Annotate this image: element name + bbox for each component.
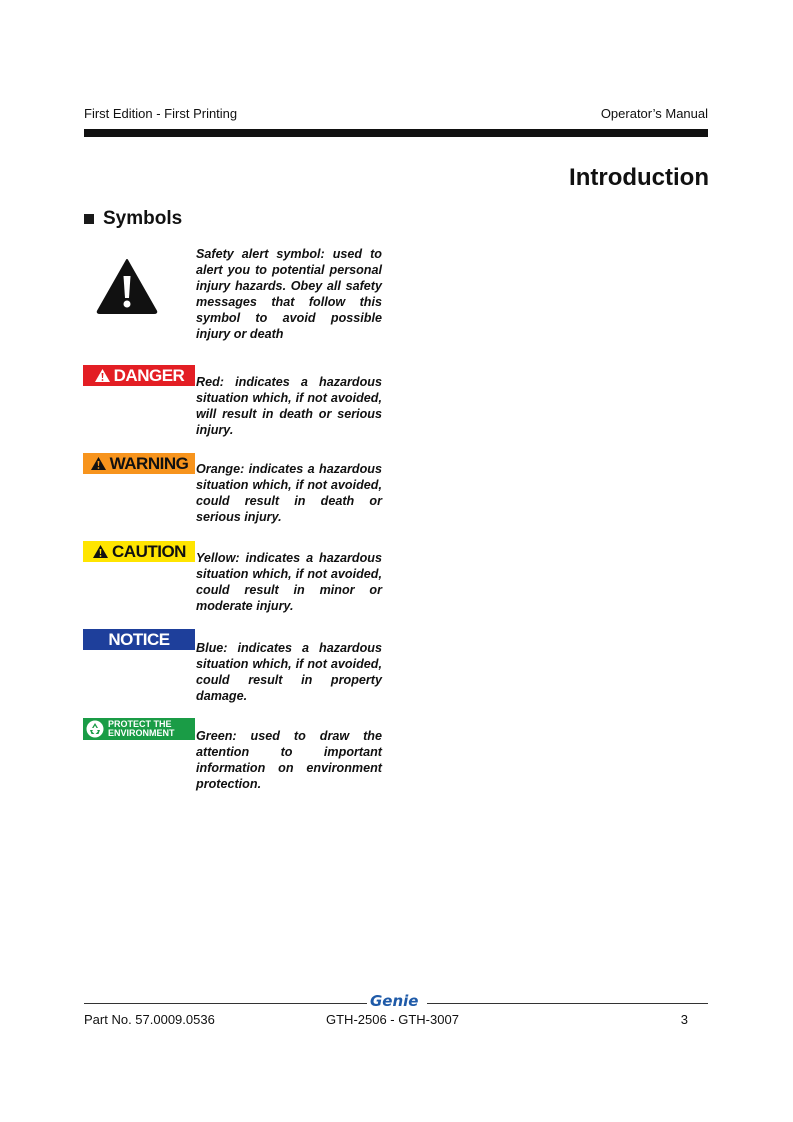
environment-signal-word (83, 718, 195, 740)
genie-logo (370, 992, 426, 1012)
section-heading (84, 208, 182, 230)
caution-description: Yellow: indicates a hazardous situation which, if not avoided, could result in minor or moderate injury. (196, 551, 382, 613)
footer-rule-right (427, 1003, 708, 1004)
recycle-icon (86, 720, 104, 738)
safety-alert-description: Safety alert symbol: used to alert you to potential personal injury hazards. Obey all safety messages that follow this symbol to avoid possible injury or death (196, 247, 382, 341)
genie-logo-text: Genie (370, 992, 419, 1010)
warning-signal-word (83, 453, 195, 474)
notice-signal-word (83, 629, 195, 650)
caution-label: CAUTION (112, 541, 186, 561)
page-title: Introduction (569, 164, 709, 191)
section-title: Symbols (103, 208, 183, 229)
footer-page-number: 3 (680, 1012, 688, 1027)
caution-signal-word (83, 541, 195, 562)
footer-part-number: Part No. 57.0009.0536 (84, 1012, 215, 1027)
warning-triangle-icon (90, 456, 107, 471)
environment-label-line2: ENVIRONMENT (108, 728, 175, 738)
environment-label (108, 720, 175, 738)
warning-triangle-icon (92, 544, 109, 559)
header-edition: First Edition - First Printing (84, 106, 238, 121)
notice-label: NOTICE (108, 629, 170, 649)
danger-signal-word (83, 365, 195, 386)
footer-model: GTH-2506 - GTH-3007 (326, 1012, 459, 1027)
warning-description: Orange: indicates a hazardous situation which, if not avoided, could result in death or serious injury. (196, 462, 382, 524)
environment-description: Green: used to draw the attention to important information on environment protection. (196, 729, 382, 791)
danger-label: DANGER (113, 365, 185, 385)
notice-description: Blue: indicates a hazardous situation which, if not avoided, could result in property damage. (196, 641, 382, 703)
warning-label: WARNING (109, 453, 189, 473)
safety-alert-icon (96, 258, 158, 314)
header-rule (84, 129, 708, 137)
section-bullet (84, 214, 94, 224)
environment-label-line1: PROTECT THE (108, 719, 172, 729)
warning-triangle-icon (94, 368, 111, 383)
danger-description: Red: indicates a hazardous situation which, if not avoided, will result in death or serious injury. (196, 375, 382, 437)
footer-rule-left (84, 1003, 367, 1004)
header-manual-title: Operator’s Manual (600, 106, 708, 121)
